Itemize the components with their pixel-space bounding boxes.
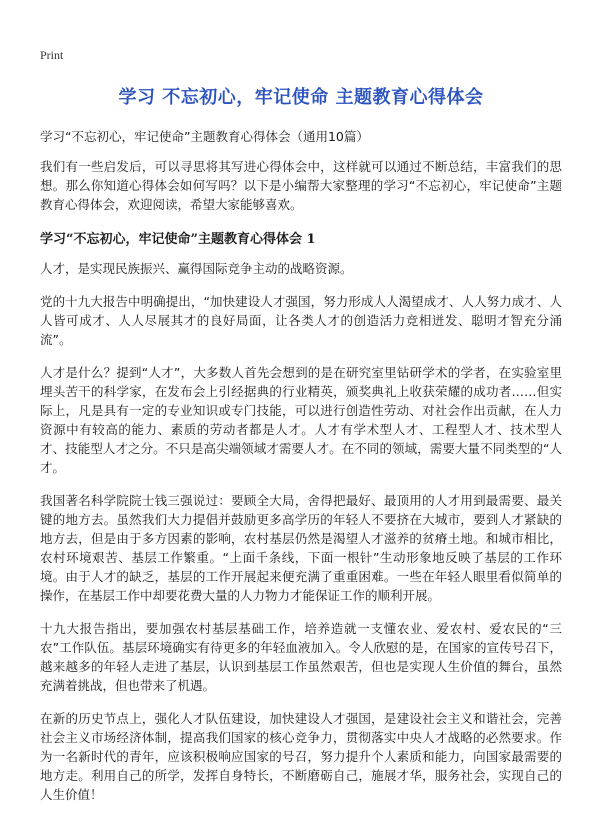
body-paragraph: 在新的历史节点上，强化人才队伍建设，加快建设人才强国，是建设社会主义和谐社会，完善社会主义市场经济体制，提高我们国家的核心竞争力，贯彻落实中央人才战略的必然要求。作为一名新时代的青年，应该积极响应国家的号召，努力提升个人素质和能力，向国家最需要的地方走。利用自己的所学，发挥自身特长，不断磨砺自己，施展才华，服务社会，实现自己的人生价值！ <box>40 711 562 802</box>
body-paragraph: 十九大报告指出，要加强农村基层基础工作，培养造就一支懂农业、爱农村、爱农民的“三农”工作队伍。基层环境确实有待更多的年轻血液加入。令人欣慰的是，在国家的宣传号召下，越来越多的年轻人走进了基层，认识到基层工作虽然艰苦，但也是实现人生价值的舞台，虽然充满着挑战，但也带来了机遇。 <box>40 621 562 693</box>
page-title: 学习 不忘初心，牢记使命 主题教育心得体会 <box>118 87 484 108</box>
body-paragraph: 人才是什么？提到“人才”，大多数人首先会想到的是在研究室里钻研学术的学者，在实验室里埋头苦干的科学家，在发布会上引经据典的行业精英，颁奖典礼上收获荣耀的成功者……但实际上，凡是具有一定的专业知识或专门技能，可以进行创造性劳动、对社会作出贡献，在人力资源中有较高的能力、素质的劳动者都是人才。人才有学术型人才、工程型人才、技术型人才、技能型人才之分。不只是高尖端领域才需要人才。在不同的领域，需要大量不同类型的“人才。 <box>40 365 562 475</box>
intro-paragraph: 我们有一些启发后，可以寻思将其写进心得体会中，这样就可以通过不断总结，丰富我们的思想。那么你知道心得体会如何写吗？以下是小编帮大家整理的学习“不忘初心，牢记使命”主题教育心得体会，欢迎阅读，希望大家能够喜欢。 <box>40 159 562 212</box>
article-subtitle: 学习“不忘初心，牢记使命”主题教育心得体会（通用10篇） <box>40 129 369 144</box>
body-paragraph: 人才，是实现民族振兴、赢得国际竞争主动的战略资源。 <box>40 261 353 276</box>
print-link[interactable]: Print <box>40 48 64 62</box>
section-heading: 学习“不忘初心，牢记使命”主题教育心得体会 1 <box>40 232 316 247</box>
body-paragraph: 我国著名科学院院士钱三强说过：要顾全大局，舍得把最好、最顶用的人才用到最需要、最关键的地方去。虽然我们大力提倡并鼓励更多高学历的年轻人不要挤在大城市，要到人才紧缺的地方去，但是由于多方因素的影响，农村基层仍然是渴望人才滋养的贫瘠土地。和城市相比，农村环境艰苦、基层工作繁重。“上面千条线，下面一根针”生动形象地反映了基层的工作环境。由于人才的缺乏，基层的工作开展起来便充满了重重困难。一些在年轻人眼里看似简单的操作，在基层工作中却要花费大量的人力物力才能保证工作的顺利开展。 <box>40 493 562 603</box>
body-paragraph: 党的十九大报告中明确提出，“加快建设人才强国，努力形成人人渴望成才、人人努力成才、人人皆可成才、人人尽展其才的良好局面，让各类人才的创造活力竞相迸发、聪明才智充分涌流”。 <box>40 294 562 347</box>
